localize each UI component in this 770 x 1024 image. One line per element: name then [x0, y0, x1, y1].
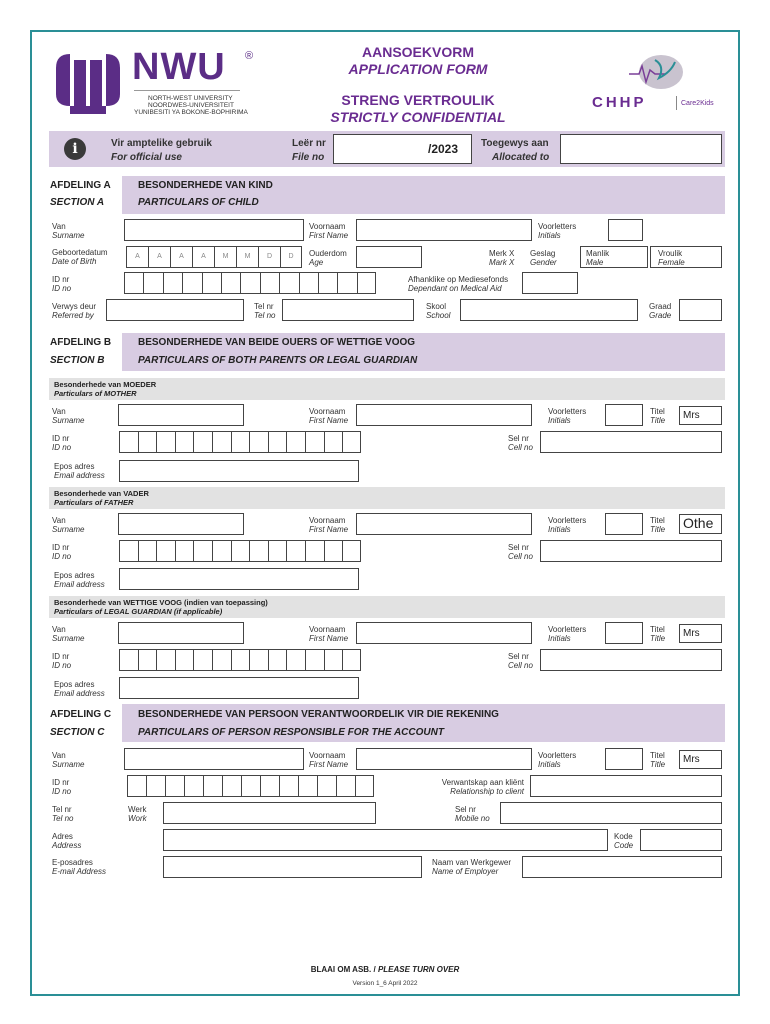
section-c-title-en: PARTICULARS OF PERSON RESPONSIBLE FOR THE ACCOUNT: [138, 727, 444, 738]
school-field[interactable]: [460, 299, 638, 321]
acc-code-label: Kode Code: [614, 832, 634, 850]
guardian-cell-field[interactable]: [540, 649, 722, 671]
acc-work-label: Werk Work: [128, 805, 147, 823]
gender-female-label: Vroulik Female: [658, 249, 685, 267]
turn-over-en: PLEASE TURN OVER: [377, 965, 460, 974]
mother-email-field[interactable]: [119, 460, 359, 482]
father-surname-field[interactable]: [118, 513, 244, 535]
confidential-en: STRICTLY CONFIDENTIAL: [330, 109, 506, 125]
section-c-code-en: SECTION C: [50, 727, 105, 738]
mother-title-select[interactable]: Mrs: [679, 406, 722, 425]
info-icon: i: [64, 138, 86, 160]
acc-relationship-label: Verwantskap aan kliënt Relationship to client: [441, 778, 524, 796]
confidential-af: STRENG VERTROULIK: [341, 92, 495, 108]
acc-mobile-label: Sel nr Mobile no: [455, 805, 490, 823]
guardian-firstname-field[interactable]: [356, 622, 532, 644]
guardian-title-label: Titel Title: [650, 625, 666, 643]
ref-tel-label: Tel nr Tel no: [254, 302, 276, 320]
registered-mark: ®: [245, 50, 254, 62]
guardian-initials-label: Voorletters Initials: [548, 625, 587, 643]
acc-tel-label: Tel nr Tel no: [52, 805, 74, 823]
father-band: [49, 487, 725, 509]
mother-firstname-field[interactable]: [356, 404, 532, 426]
mother-initials-field[interactable]: [605, 404, 643, 426]
acc-employer-label: Naam van Werkgewer Name of Employer: [432, 858, 511, 876]
child-id-label: ID nr ID no: [52, 275, 72, 293]
chhp-divider: [676, 96, 677, 110]
section-b-title-en: PARTICULARS OF BOTH PARENTS OR LEGAL GUARDIAN: [138, 355, 418, 366]
nwu-divider: [134, 90, 240, 91]
father-surname-label: Van Surname: [52, 516, 85, 534]
child-initials-field[interactable]: [608, 219, 643, 241]
nwu-logo: [52, 50, 124, 118]
dob-cell[interactable]: M: [236, 246, 258, 268]
file-no-label-en: File no: [292, 152, 325, 163]
guardian-surname-label: Van Surname: [52, 625, 85, 643]
acc-id-label: ID nr ID no: [52, 778, 72, 796]
child-firstname-field[interactable]: [356, 219, 532, 241]
uni-name-af: NOORDWES-UNIVERSITEIT: [148, 102, 234, 109]
ref-tel-field[interactable]: [282, 299, 414, 321]
section-a-title-af: BESONDERHEDE VAN KIND: [138, 180, 273, 191]
father-title-select[interactable]: Othe: [679, 514, 722, 534]
acc-work-tel-field[interactable]: [163, 802, 376, 824]
dob-cell[interactable]: M: [214, 246, 236, 268]
dob-cell[interactable]: A: [148, 246, 170, 268]
guardian-email-label: Epos adres Email address: [54, 680, 105, 698]
version-text: Version 1_6 April 2022: [352, 980, 418, 987]
child-firstname-label: Voornaam First Name: [309, 222, 349, 240]
section-a-code-af: AFDELING A: [50, 180, 111, 191]
section-c-code-af: AFDELING C: [50, 709, 112, 720]
acc-initials-label: Voorletters Initials: [538, 751, 577, 769]
section-b-title-af: BESONDERHEDE VAN BEIDE OUERS OF WETTIGE VOOG: [138, 337, 416, 348]
grade-field[interactable]: [679, 299, 722, 321]
mother-cell-field[interactable]: [540, 431, 722, 453]
child-initials-label: Voorletters Initials: [538, 222, 577, 240]
acc-surname-field[interactable]: [124, 748, 304, 770]
father-heading: Besonderhede van VADER Particulars of FATHER: [54, 489, 149, 507]
acc-surname-label: Van Surname: [52, 751, 85, 769]
nwu-wordmark: NWU: [132, 46, 226, 88]
gender-male-label: Manlik Male: [586, 249, 610, 267]
father-initials-label: Voorletters Initials: [548, 516, 587, 534]
mother-email-label: Epos adres Email address: [54, 462, 105, 480]
uni-name-en: NORTH-WEST UNIVERSITY: [148, 95, 233, 102]
father-id-label: ID nr ID no: [52, 543, 72, 561]
turn-over-sep: /: [371, 965, 378, 974]
mother-id-label: ID nr ID no: [52, 434, 72, 452]
grade-label: Graad Grade: [649, 302, 672, 320]
mother-id-cells[interactable]: [119, 431, 361, 453]
dob-cell[interactable]: A: [170, 246, 192, 268]
official-use-label-af: Vir amptelike gebruik: [111, 138, 212, 149]
dob-cell[interactable]: D: [258, 246, 280, 268]
acc-address-label: Adres Address: [52, 832, 82, 850]
chhp-logo-text: CHHP: [592, 94, 647, 111]
guardian-initials-field[interactable]: [605, 622, 643, 644]
acc-code-field[interactable]: [640, 829, 722, 851]
acc-relationship-field[interactable]: [530, 775, 722, 797]
turn-over-af: BLAAI OM ASB.: [310, 965, 372, 974]
mother-surname-label: Van Surname: [52, 407, 85, 425]
school-label: Skool School: [426, 302, 451, 320]
referred-by-label: Verwys deur Referred by: [52, 302, 97, 320]
father-cell-label: Sel nr Cell no: [508, 543, 533, 561]
acc-initials-field[interactable]: [605, 748, 643, 770]
acc-email-field[interactable]: [163, 856, 422, 878]
guardian-id-label: ID nr ID no: [52, 652, 72, 670]
child-age-label: Ouderdom Age: [309, 249, 347, 267]
please-turn-over: [240, 965, 530, 974]
file-year: /2023: [428, 142, 459, 156]
chhp-sub: Care2Kids: [681, 100, 714, 107]
acc-title-label: Titel Title: [650, 751, 666, 769]
child-id-cells[interactable]: [124, 272, 376, 294]
child-age-field[interactable]: [356, 246, 422, 268]
acc-email-label: E-posadres E-mail Address: [52, 858, 106, 876]
father-email-field[interactable]: [119, 568, 359, 590]
child-surname-label: Van Surname: [52, 222, 85, 240]
father-title-label: Titel Title: [650, 516, 666, 534]
mother-surname-field[interactable]: [118, 404, 244, 426]
mother-cell-label: Sel nr Cell no: [508, 434, 533, 452]
gender-label: Geslag Gender: [530, 249, 557, 267]
guardian-heading: Besonderhede van WETTIGE VOOG (indien van toepassing) Particulars of LEGAL GUARDIAN (if applicable): [54, 598, 268, 616]
mother-initials-label: Voorletters Initials: [548, 407, 587, 425]
mark-x-label: Merk X Mark X: [489, 249, 515, 267]
official-use-label-en: For official use: [111, 152, 182, 163]
mother-heading: Besonderhede van MOEDER Particulars of MOTHER: [54, 380, 157, 398]
section-b-code-en: SECTION B: [50, 355, 105, 366]
allocated-field[interactable]: [560, 134, 722, 164]
acc-employer-field[interactable]: [522, 856, 722, 878]
chhp-brain-icon: [625, 52, 685, 92]
medical-aid-field[interactable]: [522, 272, 578, 294]
acc-title-select[interactable]: Mrs: [679, 750, 722, 769]
section-a-code-en: SECTION A: [50, 197, 105, 208]
acc-id-cells[interactable]: [127, 775, 374, 797]
acc-address-field[interactable]: [163, 829, 608, 851]
dob-cell[interactable]: A: [192, 246, 214, 268]
dob-cell[interactable]: A: [126, 246, 148, 268]
form-title-af: AANSOEKVORM: [361, 44, 474, 60]
child-surname-field[interactable]: [124, 219, 304, 241]
allocated-label-en: Allocated to: [492, 152, 550, 163]
guardian-id-cells[interactable]: [119, 649, 361, 671]
mother-title-label: Titel Title: [650, 407, 666, 425]
child-dob-cells[interactable]: [126, 246, 302, 268]
section-b-code-af: AFDELING B: [50, 337, 112, 348]
child-dob-label: Geboortedatum Date of Birth: [52, 248, 108, 266]
father-initials-field[interactable]: [605, 513, 643, 535]
section-c-title-af: BESONDERHEDE VAN PERSOON VERANTWOORDELIK VIR DIE REKENING: [138, 709, 499, 720]
guardian-title-select[interactable]: Mrs: [679, 624, 722, 643]
dob-cell[interactable]: D: [280, 246, 302, 268]
acc-mobile-field[interactable]: [500, 802, 722, 824]
father-id-cells[interactable]: [119, 540, 361, 562]
section-a-title-en: PARTICULARS OF CHILD: [138, 197, 259, 208]
referred-by-field[interactable]: [106, 299, 244, 321]
form-title-en: APPLICATION FORM: [348, 61, 488, 77]
guardian-email-field[interactable]: [119, 677, 359, 699]
allocated-label-af: Toegewys aan: [481, 138, 549, 149]
father-email-label: Epos adres Email address: [54, 571, 105, 589]
medical-aid-label: Afhanklike op Mediesefonds Dependant on Medical Aid: [408, 275, 509, 293]
father-firstname-label: Voornaam First Name: [309, 516, 349, 534]
mother-firstname-label: Voornaam First Name: [309, 407, 349, 425]
file-no-label-af: Leër nr: [292, 138, 326, 149]
guardian-cell-label: Sel nr Cell no: [508, 652, 533, 670]
guardian-surname-field[interactable]: [118, 622, 244, 644]
uni-name-tn: YUNIBESITI YA BOKONE-BOPHIRIMA: [134, 109, 248, 116]
guardian-firstname-label: Voornaam First Name: [309, 625, 349, 643]
acc-firstname-label: Voornaam First Name: [309, 751, 349, 769]
father-firstname-field[interactable]: [356, 513, 532, 535]
acc-firstname-field[interactable]: [356, 748, 532, 770]
father-cell-field[interactable]: [540, 540, 722, 562]
